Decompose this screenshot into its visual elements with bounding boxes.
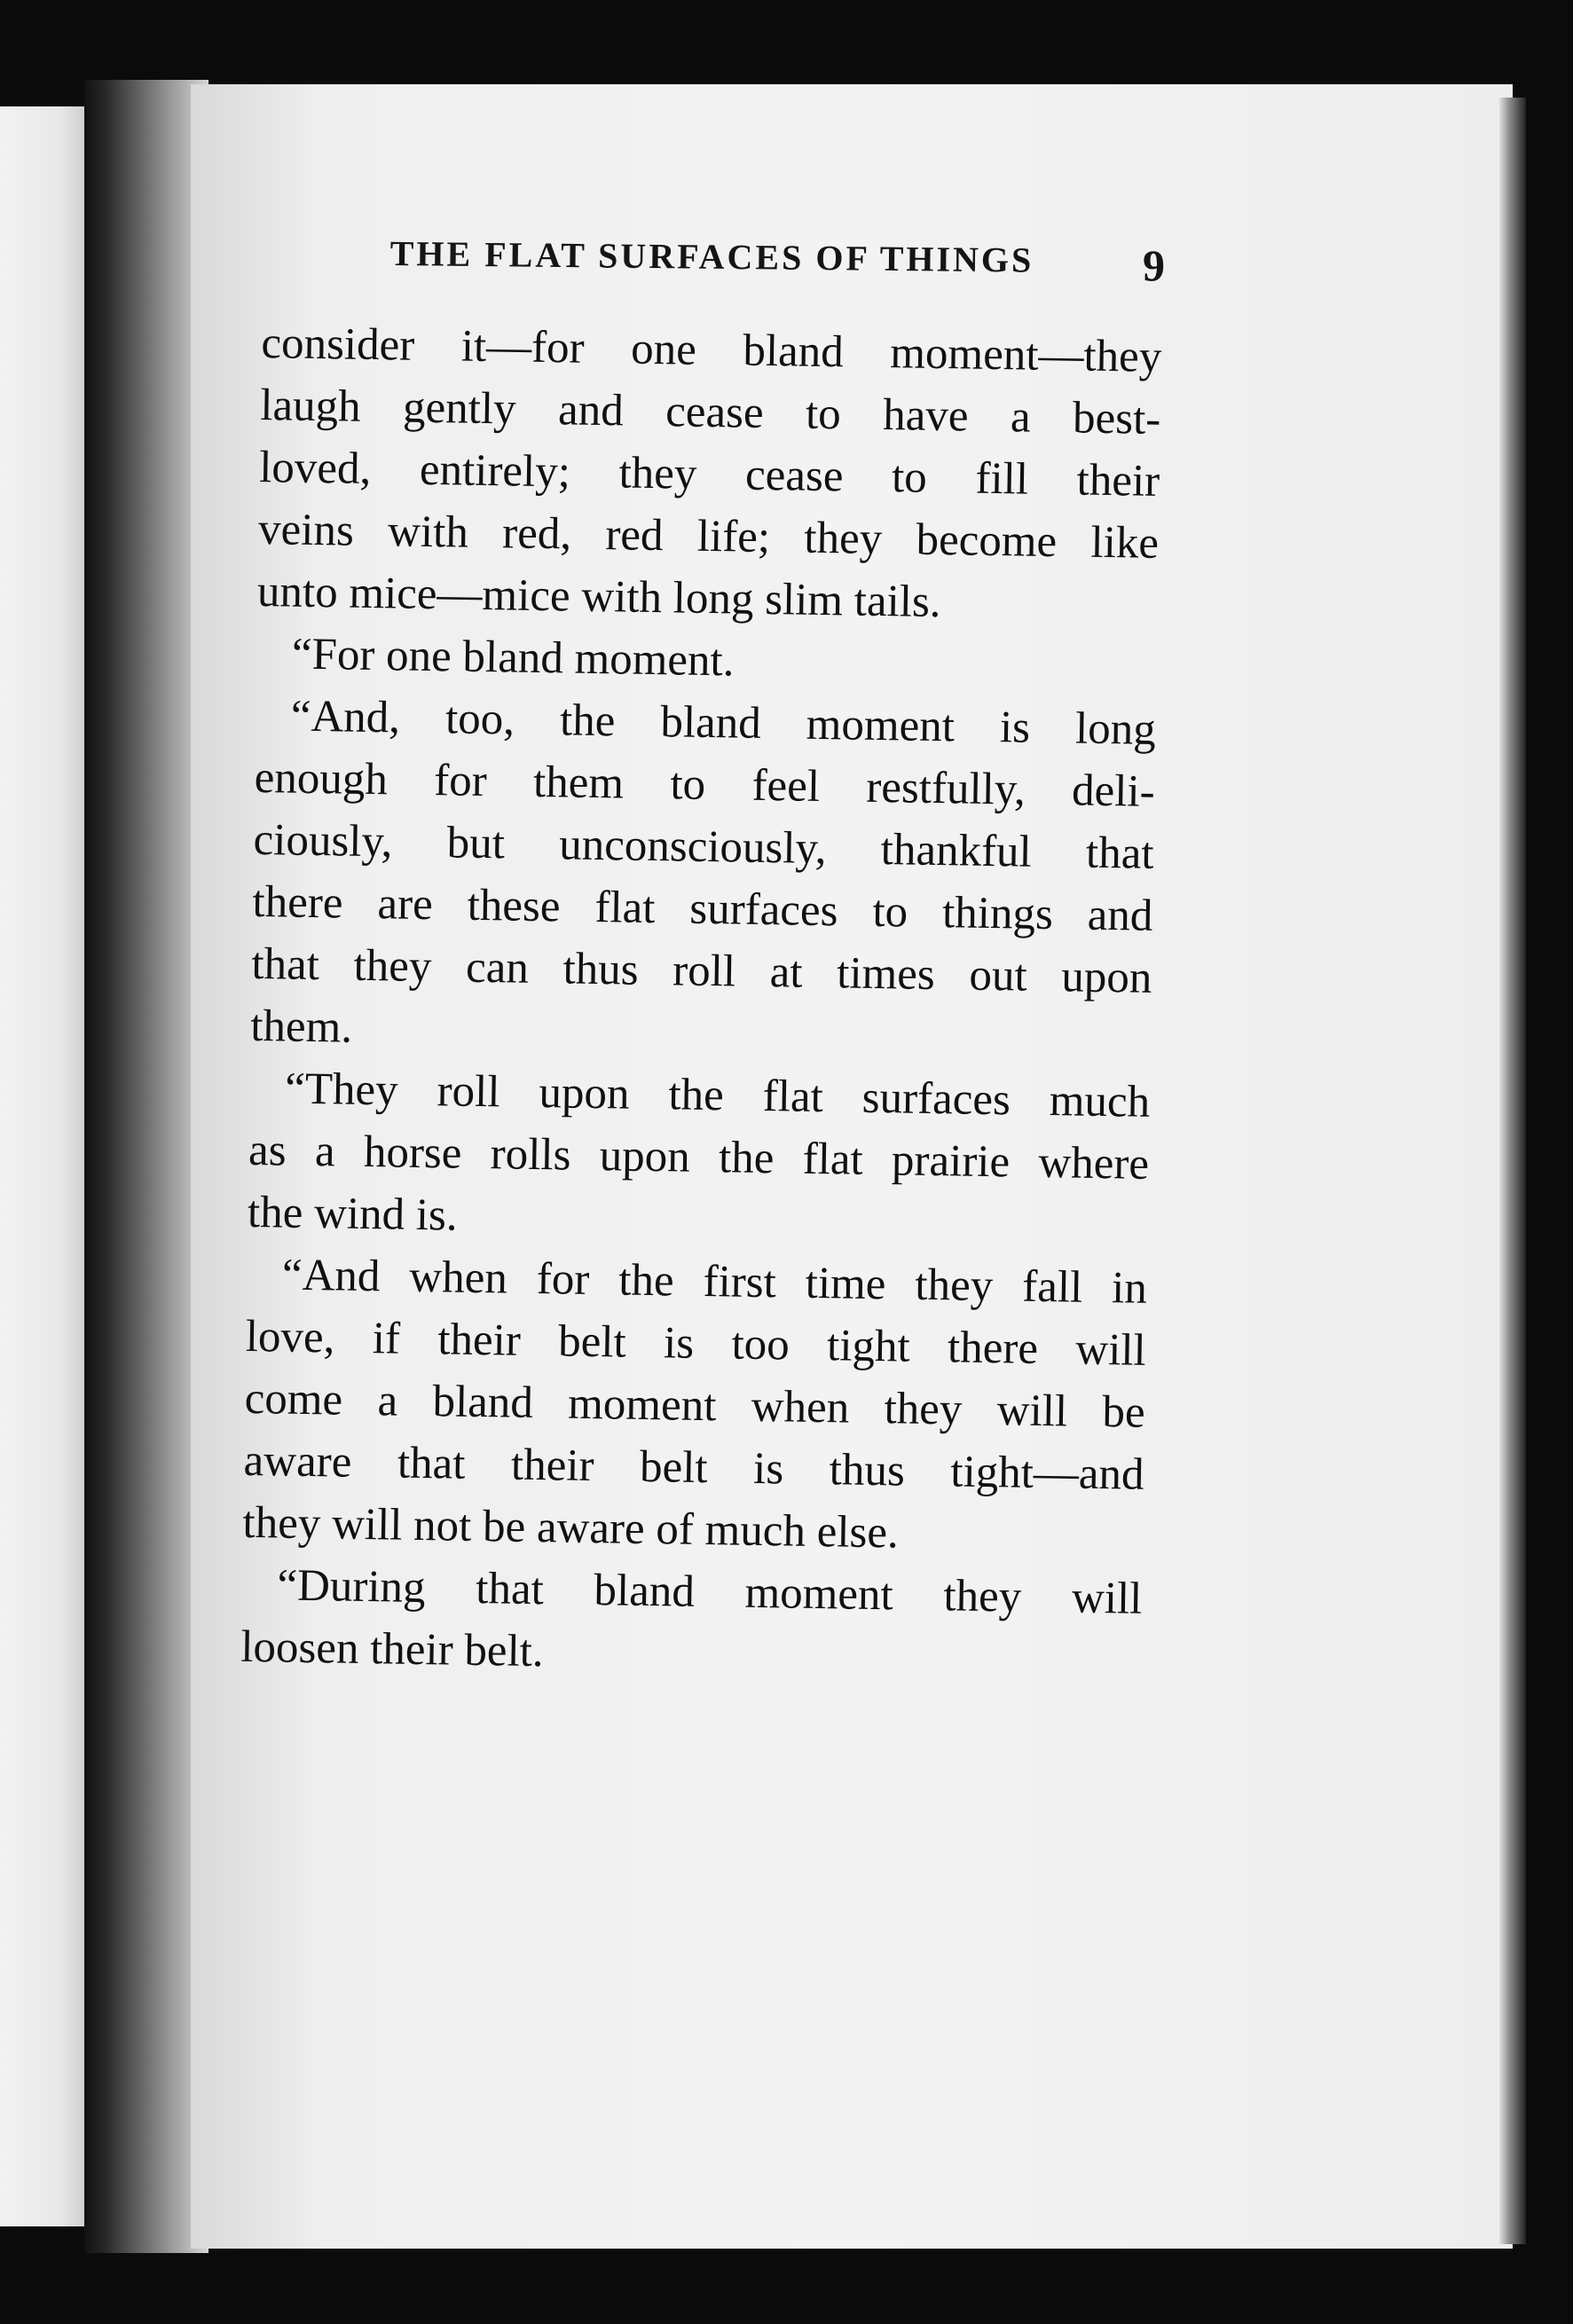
running-head: THE FLAT SURFACES OF THINGS (389, 232, 1034, 280)
text-line: love, if their belt is too tight there will (245, 1311, 1147, 1376)
text-line: “During that bland moment they will (277, 1560, 1143, 1624)
text-line: as a horse rolls upon the flat prairie where (248, 1125, 1150, 1189)
text-line: consider it—for one bland moment—they (261, 318, 1162, 382)
text-line: come a bland moment when they will be (244, 1373, 1146, 1438)
body-text (240, 312, 1162, 1692)
text-line: the wind is. (247, 1187, 459, 1241)
facing-page-edge (0, 106, 84, 2226)
text-line: “They roll upon the flat surfaces much (284, 1064, 1151, 1127)
text-line: laugh gently and cease to have a best- (259, 380, 1161, 444)
text-line: unto mice—mice with long slim tails. (256, 566, 941, 628)
text-line: aware that their belt is thus tight—and (243, 1435, 1144, 1500)
text-line: “And when for the first time they fall in (281, 1250, 1148, 1314)
text-line: that they can thus roll at times out upon (251, 938, 1152, 1003)
text-line: there are these flat surfaces to things and (252, 876, 1153, 941)
book-gutter (84, 80, 208, 2253)
text-line: loosen their belt. (240, 1621, 545, 1677)
text-line: “For one bland moment. (291, 629, 735, 687)
text-line: they will not be aware of much else. (242, 1497, 900, 1558)
text-line: veins with red, red life; they become like (257, 504, 1160, 569)
text-line: ciously, but unconsciously, thankful that (253, 814, 1154, 879)
text-line: enough for them to feel restfully, deli- (254, 752, 1156, 817)
text-line: “And, too, the bland moment is long (290, 691, 1157, 755)
text-line: loved, entirely; they cease to fill their (258, 442, 1160, 506)
page-number: 9 (1143, 240, 1165, 290)
page-edge-shadow (1499, 98, 1526, 2244)
text-line: them. (249, 1001, 353, 1053)
